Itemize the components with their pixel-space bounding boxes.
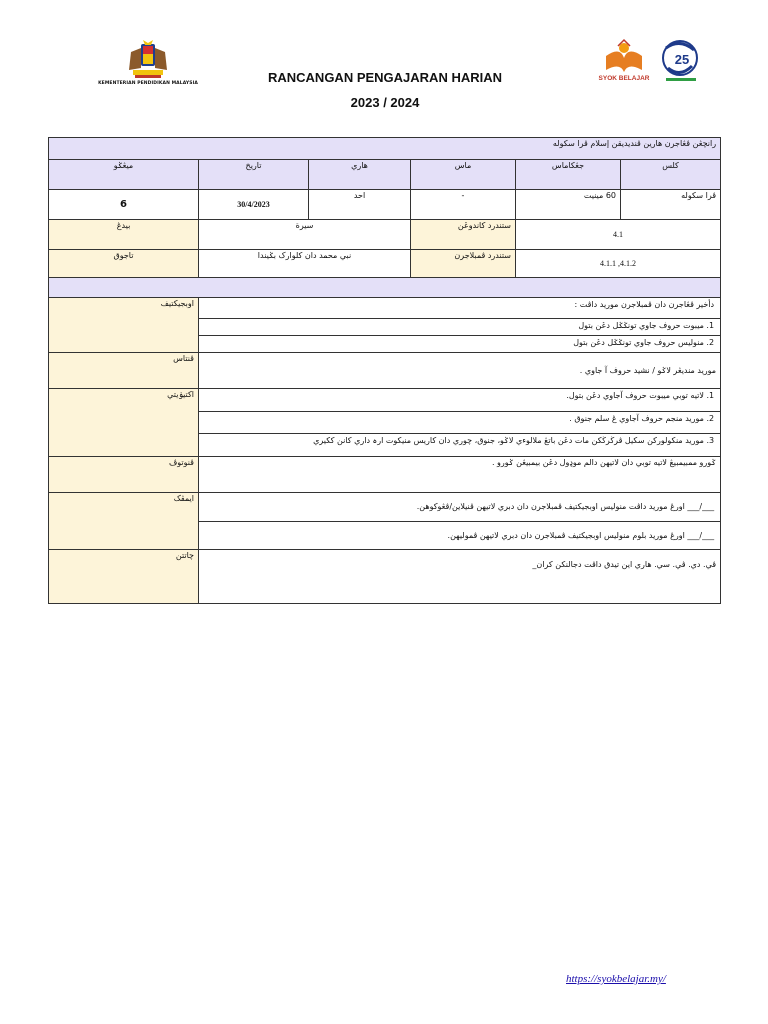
tajuk-value: نبي محمد دان کلوارک بݢيندا bbox=[199, 250, 411, 278]
academic-year: 2023 / 2024 bbox=[350, 95, 420, 110]
objektif-intro: دأخير ڤڠاجرن دان ڤمبلاجرن موريد داڤت : bbox=[199, 298, 720, 318]
masa-value: - bbox=[411, 190, 516, 220]
minggu-value: 6 bbox=[49, 190, 199, 220]
tempoh-value: 60 مينيت bbox=[516, 190, 621, 220]
bidang-label: بيدڠ bbox=[49, 220, 199, 250]
fokus-label: ڤنتاس bbox=[49, 353, 199, 389]
standard-kandungan-label: ستندرد کاندوڠن bbox=[411, 220, 516, 250]
fokus-text: موريد منديڠر لاݢو / نشيد حروف آ جاوي . bbox=[199, 353, 721, 389]
lesson-plan-table bbox=[48, 137, 721, 604]
aktiviti-cell bbox=[199, 389, 721, 457]
brand-name: SYOK BELAJAR bbox=[598, 75, 650, 82]
catatan-text: ڤي. دي. ڤي. سي. هاري اين تيدق داڤت دجالنکن کران_ bbox=[199, 550, 721, 604]
objektif-item: 2. منوليس حروف جاوي تونݢݢل دڠن بتول bbox=[573, 337, 715, 347]
ministry-logo bbox=[98, 40, 198, 86]
website-link[interactable]: https://syokbelajar.my/ bbox=[566, 973, 666, 985]
penutup-text: ݢورو ممبيمبيڠ لاتيه توبي دان لاتيهن دالم موډول دڠن بيمبيڠن ݢورو . bbox=[199, 457, 721, 493]
syok-belajar-logo bbox=[596, 36, 706, 92]
aktiviti-label: اکتيۏيتي bbox=[49, 389, 199, 457]
partner-logos bbox=[596, 36, 706, 92]
minggu-label: ميڠݢو bbox=[49, 160, 199, 190]
plan-title: رانچڠن ڤڠاجرن هارين ڤنديديقن إسلام ڤرا سکوله bbox=[552, 139, 717, 148]
coat-of-arms-icon bbox=[121, 40, 175, 80]
tarikh-value: 30/4/2023 bbox=[199, 190, 309, 220]
objektif-label: اوبجيکتيف bbox=[49, 298, 199, 353]
kelas-value: ڤرا سکوله bbox=[621, 190, 721, 220]
aktiviti-item: 1. لاتيه توبي ميبوت حروف آجاوي دڠن بتول. bbox=[199, 389, 720, 411]
plan-title-cell bbox=[49, 138, 721, 160]
anniversary-number: 25 bbox=[674, 52, 690, 67]
aktiviti-item: 2. موريد منجم حروف آجاوي ڠ سلم جنوق . bbox=[199, 411, 720, 433]
penutup-label: ڤنوتوڤ bbox=[49, 457, 199, 493]
tajuk-label: تاجوق bbox=[49, 250, 199, 278]
standard-pembelajaran-value: 4.1.1 ,4.1.2 bbox=[516, 250, 721, 278]
refleksi-item: ___/___ اورڠ موريد داڤت منوليس اوبجيکتيف ڤمبلاجرن دان دبري لاتيهن ڤنيلاين/ڤڠوکوهن. bbox=[199, 493, 720, 521]
refleksi-label: ايمڤک bbox=[49, 493, 199, 550]
objektif-cell bbox=[199, 298, 721, 353]
tarikh-label: تاريخ bbox=[199, 160, 309, 190]
catatan-label: چاتتن bbox=[49, 550, 199, 604]
tempoh-label: جڠکاماس bbox=[516, 160, 621, 190]
anniversary-badge-icon bbox=[663, 41, 697, 81]
kelas-label: کلس bbox=[621, 160, 721, 190]
masa-label: ماس bbox=[411, 160, 516, 190]
objektif-item: 1. ميبوت حروف جاوي تونݢݢل دڠن بتول bbox=[199, 318, 720, 335]
hari-label: هاري bbox=[309, 160, 411, 190]
aktiviti-item: 3. موريد منکولورکن سکيل ڤرڬرڬکن مات دڠن باتڠ ملالوءي لاݢو، جنوق، چوري دان کاريس منيکوت ارہ داري کانن ککيري bbox=[313, 435, 715, 445]
book-icon bbox=[606, 40, 642, 72]
refleksi-cell bbox=[199, 493, 721, 550]
standard-pembelajaran-label: ستندرد ڤمبلاجرن bbox=[411, 250, 516, 278]
bidang-value: سيرة bbox=[199, 220, 411, 250]
hari-value: احد bbox=[309, 190, 411, 220]
spacer-band bbox=[49, 278, 721, 298]
document-title: RANCANGAN PENGAJARAN HARIAN bbox=[267, 70, 502, 85]
standard-kandungan-value: 4.1 bbox=[516, 220, 721, 250]
refleksi-item: ___/___ اورڠ موريد بلوم منوليس اوبجيکتيف ڤمبلاجرن دان دبري لاتيهن ڤموليهن. bbox=[447, 530, 715, 540]
ministry-name: KEMENTERIAN PENDIDIKAN MALAYSIA bbox=[98, 81, 198, 86]
